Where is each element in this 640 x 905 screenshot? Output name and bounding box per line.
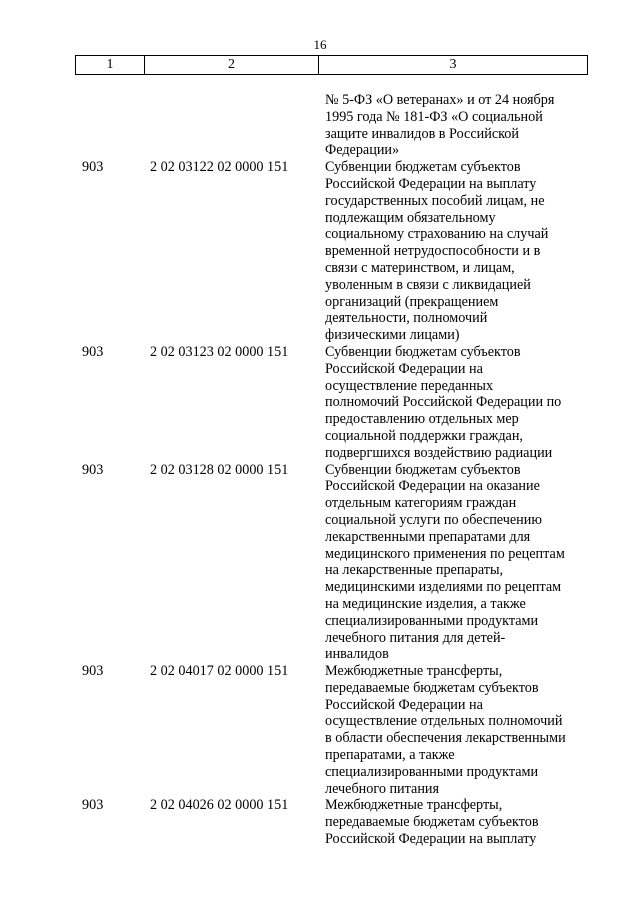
revenue-name-cell xyxy=(325,92,587,159)
revenue-name-cell xyxy=(325,159,587,344)
revenue-name-line: связи с материнством, и лицам, xyxy=(325,259,515,276)
revenue-name-line: социальной услуги по обеспечению xyxy=(325,511,542,528)
table-row xyxy=(0,797,640,847)
column-header-row xyxy=(76,56,588,75)
admin-code-cell: 903 xyxy=(82,663,104,680)
revenue-name-line: специализированными продуктами xyxy=(325,612,539,629)
revenue-name-line: № 5-ФЗ «О ветеранах» и от 24 ноября xyxy=(325,92,555,108)
revenue-name-line: препаратами, а также xyxy=(325,747,455,764)
admin-code-cell: 903 xyxy=(82,159,104,176)
revenue-name-line: полномочий Российской Федерации по xyxy=(325,394,562,411)
admin-code-cell: 903 xyxy=(82,343,104,360)
revenue-name-line: деятельности, полномочий xyxy=(325,310,488,327)
revenue-name-line: Российской Федерации на выплату xyxy=(325,175,537,192)
table-row xyxy=(0,344,640,462)
page-number: 16 xyxy=(313,37,327,52)
revenue-name-line: передаваемые бюджетам субъектов xyxy=(325,679,539,696)
revenue-name-line: медицинского применения по рецептам xyxy=(325,545,565,562)
revenue-name-line: государственных пособий лицам, не xyxy=(325,192,545,209)
revenue-name-line: Субвенции бюджетам субъектов xyxy=(325,343,521,360)
revenue-name-line: временной нетрудоспособности и в xyxy=(325,243,541,260)
revenue-name-cell xyxy=(325,797,587,847)
budget-code-cell: 2 02 03122 02 0000 151 xyxy=(150,159,289,176)
revenue-name-cell xyxy=(325,462,587,664)
column-header-2: 2 xyxy=(145,56,319,75)
revenue-name-line: осуществление отдельных полномочий xyxy=(325,713,563,730)
revenue-name-line: социальному страхованию на случай xyxy=(325,226,549,243)
budget-code-cell: 2 02 03128 02 0000 151 xyxy=(150,461,289,478)
revenue-name-line: подлежащим обязательному xyxy=(325,209,496,226)
revenue-name-line: социальной поддержки граждан, xyxy=(325,427,523,444)
admin-code-cell: 903 xyxy=(82,461,104,478)
revenue-name-line: Российской Федерации на xyxy=(325,696,483,713)
admin-code-cell: 903 xyxy=(82,797,104,814)
revenue-name-line: Межбюджетные трансферты, xyxy=(325,663,503,680)
column-header-1: 1 xyxy=(76,56,145,75)
revenue-name-line: медицинскими изделиями по рецептам xyxy=(325,579,562,596)
revenue-name-cell xyxy=(325,344,587,462)
revenue-name-line: лечебного питания xyxy=(325,780,440,797)
table-row xyxy=(0,663,640,797)
table-body xyxy=(0,92,640,848)
revenue-name-line: отдельным категориям граждан xyxy=(325,495,517,512)
column-header-table xyxy=(75,55,588,75)
revenue-name-line: специализированными продуктами xyxy=(325,763,539,780)
revenue-name-cell xyxy=(325,663,587,797)
budget-code-cell: 2 02 03123 02 0000 151 xyxy=(150,343,289,360)
budget-code-cell: 2 02 04017 02 0000 151 xyxy=(150,663,289,680)
revenue-name-line: Субвенции бюджетам субъектов xyxy=(325,159,521,176)
revenue-name-line: физическими лицами) xyxy=(325,327,460,344)
table-row xyxy=(0,462,640,664)
revenue-name-line: лекарственными препаратами для xyxy=(325,528,531,545)
column-header-3: 3 xyxy=(319,56,588,75)
revenue-name-line: предоставлению отдельных мер xyxy=(325,411,519,428)
revenue-name-line: инвалидов xyxy=(325,646,389,663)
revenue-name-line: лечебного питания для детей- xyxy=(325,629,506,646)
table-row xyxy=(0,92,640,159)
revenue-name-line: 1995 года № 181-ФЗ «О социальной xyxy=(325,108,543,125)
revenue-name-line: Межбюджетные трансферты, xyxy=(325,797,503,814)
revenue-name-line: организаций (прекращением xyxy=(325,293,499,310)
budget-code-cell: 2 02 04026 02 0000 151 xyxy=(150,797,289,814)
revenue-name-line: на лекарственные препараты, xyxy=(325,562,504,579)
revenue-name-line: защите инвалидов в Российской xyxy=(325,125,519,142)
revenue-name-line: на медицинские изделия, а также xyxy=(325,595,526,612)
revenue-name-line: подвергшихся воздействию радиации xyxy=(325,444,553,461)
revenue-name-line: Субвенции бюджетам субъектов xyxy=(325,461,521,478)
revenue-name-line: в области обеспечения лекарственными xyxy=(325,730,566,747)
revenue-name-line: Российской Федерации на выплату xyxy=(325,831,537,848)
revenue-name-line: Российской Федерации на xyxy=(325,360,483,377)
table-row xyxy=(0,159,640,344)
revenue-name-line: осуществление переданных xyxy=(325,377,494,394)
revenue-name-line: уволенным в связи с ликвидацией xyxy=(325,276,531,293)
revenue-name-line: передаваемые бюджетам субъектов xyxy=(325,814,539,831)
revenue-name-line: Российской Федерации на оказание xyxy=(325,478,540,495)
revenue-name-line: Федерации» xyxy=(325,142,400,159)
